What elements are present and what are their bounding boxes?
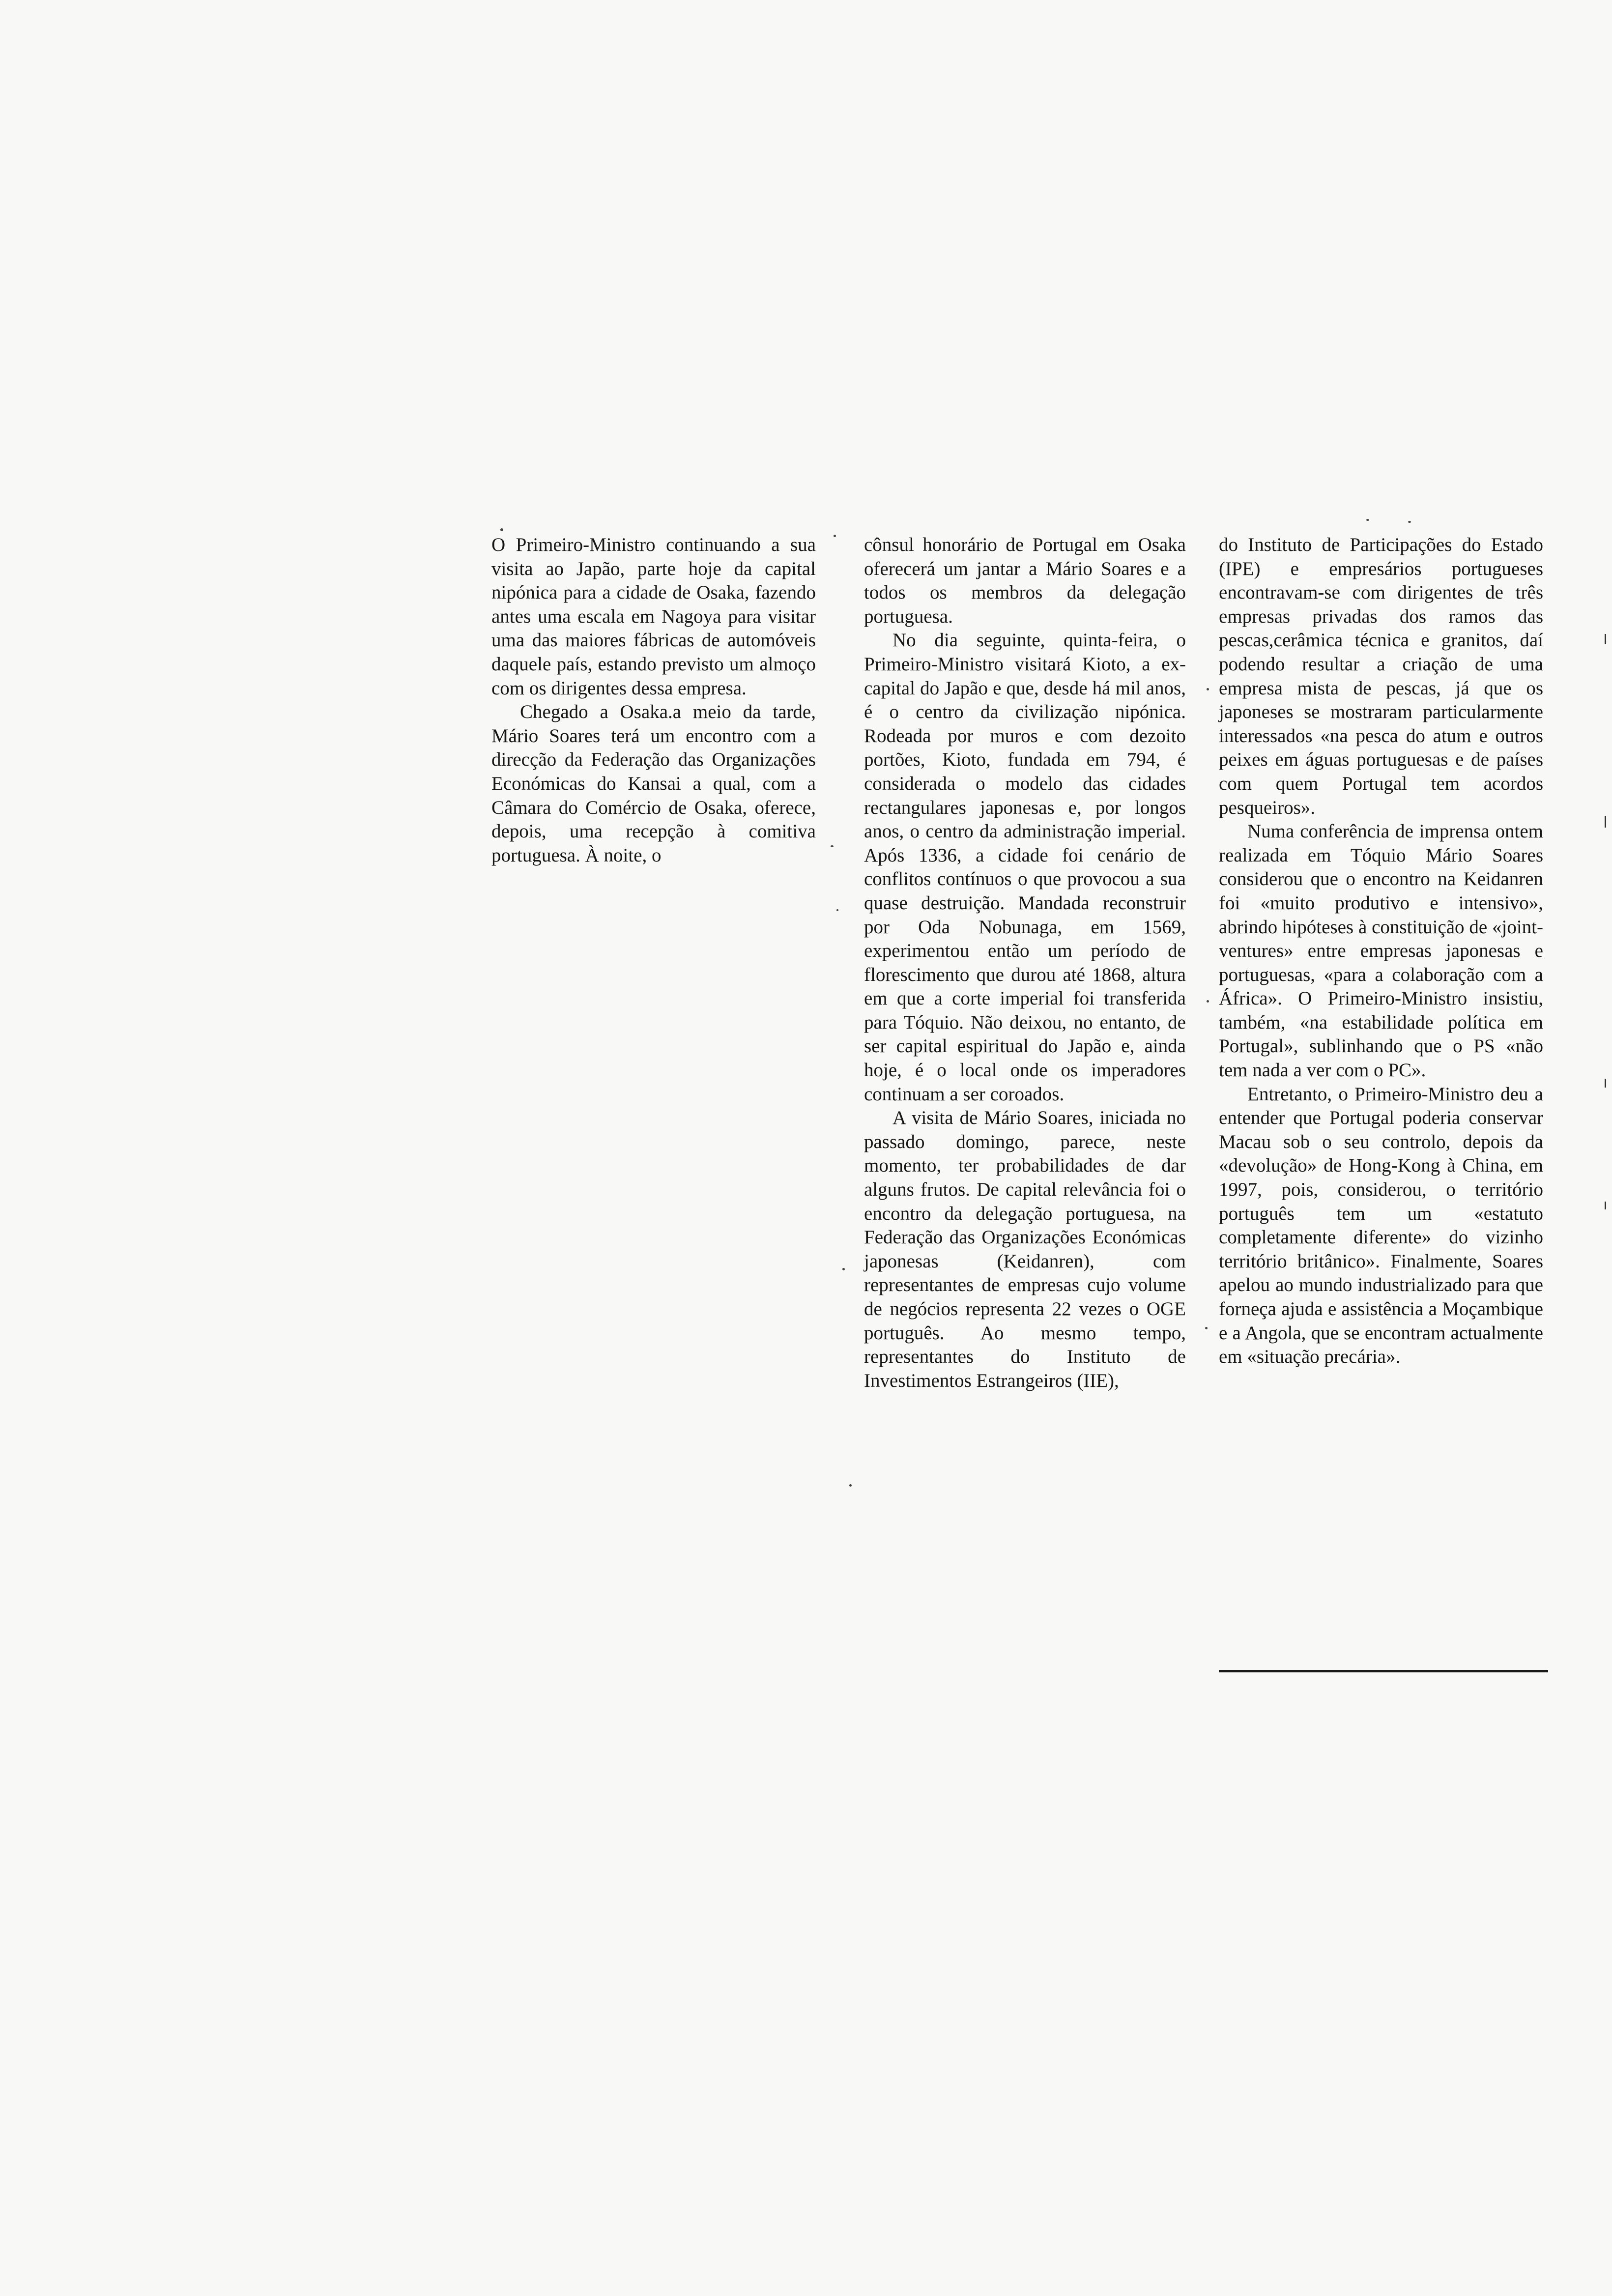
scan-edge-mark [1605, 1202, 1606, 1209]
scan-speck [500, 528, 503, 531]
scan-speck [842, 1268, 845, 1270]
scan-speck [1207, 688, 1209, 690]
paragraph: cônsul honorário de Portugal em Osaka oferecerá um jantar a Mário Soares e a todos os membros da delegação portuguesa. [864, 534, 1186, 627]
scan-speck [831, 845, 834, 847]
scan-speck [1366, 519, 1369, 521]
paragraph: Entretanto, o Primeiro-Ministro deu a entender que Portugal poderia conservar Macau sob o seu controlo, depois da «devolução» de Hong-Kong à China, em 1997, pois, considerou, o território português tem um «estatuto completamente diferente» do vizinho território britânico». Finalmente, Soares apelou ao mundo industrializado para que forneça ajuda e assistência a Moçambique e a Angola, que se encontram actualmente em «situação precária». [1219, 1083, 1543, 1368]
scan-speck [1207, 1000, 1209, 1003]
paragraph: Numa conferência de imprensa ontem realizada em Tóquio Mário Soares considerou que o encontro na Keidanren foi «muito produtivo e intensivo», abrindo hipóteses à constituição de «joint-ventures» entre empresas japonesas e portuguesas, «para a colaboração com a África». O Primeiro-Ministro insistiu, também, «na estabilidade política em Portugal», sublinhando que o PS «não tem nada a ver com o PC». [1219, 821, 1543, 1081]
paragraph: Chegado a Osaka.a meio da tarde, Mário Soares terá um encontro com a direcção da Federação das Organizações Económicas do Kansai a qual, com a Câmara do Comércio de Osaka, oferece, depois, uma recepção à comitiva portuguesa. À noite, o [491, 701, 816, 866]
article-end-rule [1219, 1670, 1548, 1672]
paragraph: No dia seguinte, quinta-feira, o Primeiro-Ministro visitará Kioto, a ex-capital do Japão e que, desde há mil anos, é o centro da civilização nipónica. Rodeada por muros e com dezoito portões, Kioto, fundada em 794, é considerada o modelo das cidades rectangulares japonesas e, por longos anos, o centro da administração imperial. Após 1336, a cidade foi cenário de conflitos contínuos o que provocou a sua quase destruição. Mandada reconstruir por Oda Nobunaga, em 1569, experimentou então um período de florescimento que durou até 1868, altura em que a corte imperial foi transferida para Tóquio. Não deixou, no entanto, de ser capital espiritual do Japão e, ainda hoje, é o local onde os imperadores continuam a ser coroados. [864, 630, 1186, 1105]
scan-edge-mark [1605, 1079, 1606, 1088]
scan-edge-mark [1605, 816, 1606, 828]
article-column-1 [491, 533, 816, 867]
article-column-3 [1219, 533, 1543, 1369]
paragraph: O Primeiro-Ministro continuando a sua visita ao Japão, parte hoje da capital nipónica para a cidade de Osaka, fazendo antes uma escala em Nagoya para visitar uma das maiores fábricas de automóveis daquele país, estando previsto um almoço com os dirigentes dessa empresa. [491, 534, 816, 699]
scan-speck [1408, 521, 1411, 523]
paragraph: A visita de Mário Soares, iniciada no passado domingo, parece, neste momento, ter probabilidades de dar alguns frutos. De capital relevância foi o encontro da delegação portuguesa, na Federação das Organizações Económicas japonesas (Keidanren), com representantes de empresas cujo volume de negócios representa 22 vezes o OGE português. Ao mesmo tempo, representantes do Instituto de Investimentos Estrangeiros (IIE), [864, 1107, 1186, 1391]
paragraph: do Instituto de Participações do Estado (IPE) e empresários portugueses encontravam-se com dirigentes de três empresas privadas dos ramos das pescas,cerâmica técnica e granitos, daí podendo resultar a criação de uma empresa mista de pescas, já que os japoneses se mostraram particularmente interessados «na pesca do atum e outros peixes em águas portuguesas e de países com quem Portugal tem acordos pesqueiros». [1219, 534, 1543, 818]
scan-speck [849, 1484, 852, 1487]
article-column-2 [864, 533, 1186, 1393]
scan-speck [836, 909, 838, 911]
scan-speck [834, 535, 836, 537]
scan-edge-mark [1605, 634, 1606, 644]
scan-speck [1205, 1327, 1208, 1329]
